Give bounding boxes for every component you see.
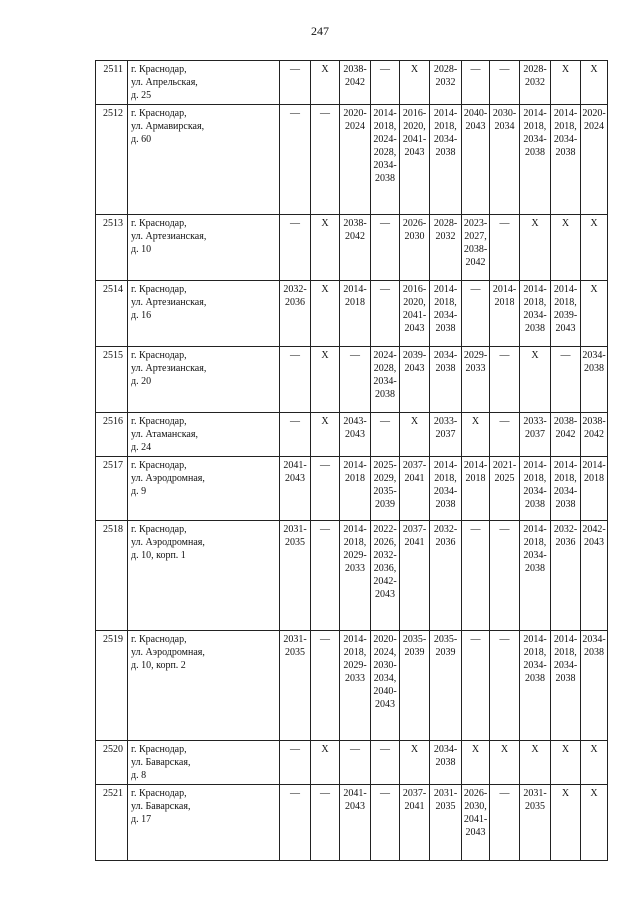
period-cell [520, 215, 551, 281]
address-cell: г. Краснодар, ул. Аэродромная, д. 10, корп. 1 [128, 521, 280, 631]
period-cell [400, 457, 430, 521]
period-cell [551, 785, 581, 861]
period-cell [311, 785, 340, 861]
period-value: 2028- 2032 [433, 218, 458, 242]
period-cell [311, 281, 340, 347]
page-number: 247 [311, 24, 329, 38]
period-value: — [470, 634, 481, 645]
period-cell [430, 521, 462, 631]
period-value: — [320, 524, 330, 535]
period-cell [581, 521, 608, 631]
schedule-table [95, 60, 608, 861]
period-value: Х [590, 218, 598, 229]
period-value: — [320, 108, 330, 119]
period-value: Х [531, 218, 539, 229]
period-value: — [380, 416, 390, 427]
period-cell [400, 61, 430, 105]
period-value: Х [410, 416, 419, 427]
table-row [96, 61, 608, 105]
address-cell: г. Краснодар, ул. Аэродромная, д. 10, корп. 2 [128, 631, 280, 741]
period-cell [340, 347, 371, 413]
period-value: — [320, 460, 330, 471]
row-number: 2513 [96, 215, 128, 281]
period-cell [400, 281, 430, 347]
period-cell [520, 61, 551, 105]
period-value: — [499, 634, 510, 645]
period-value: — [290, 744, 300, 755]
period-value: 2014- 2018 [343, 284, 367, 308]
period-value: 2037- 2041 [402, 788, 427, 812]
period-cell [551, 741, 581, 785]
period-cell [311, 105, 340, 215]
period-cell [462, 61, 490, 105]
period-cell [311, 457, 340, 521]
table-row [96, 631, 608, 741]
period-value: 2029- 2033 [463, 350, 488, 374]
address-cell: г. Краснодар, ул. Армавирская, д. 60 [128, 105, 280, 215]
period-value: Х [321, 744, 329, 755]
period-cell [551, 457, 581, 521]
period-value: 2014- 2018, 2034- 2038 [553, 634, 578, 684]
period-cell [340, 785, 371, 861]
period-value: Х [561, 218, 570, 229]
period-cell [280, 521, 311, 631]
row-number: 2521 [96, 785, 128, 861]
period-cell [311, 215, 340, 281]
period-cell [371, 61, 400, 105]
period-value: 2034- 2038 [582, 634, 606, 658]
period-value: 2043- 2043 [343, 416, 367, 440]
period-value: — [290, 108, 300, 119]
period-cell [462, 457, 490, 521]
period-cell [311, 413, 340, 457]
period-cell [430, 413, 462, 457]
period-value: 2038- 2042 [343, 218, 367, 242]
period-cell [311, 741, 340, 785]
period-value: 2014- 2018 [343, 460, 367, 484]
period-cell [462, 741, 490, 785]
period-value: 2034- 2038 [582, 350, 606, 374]
period-cell [520, 281, 551, 347]
period-cell [462, 215, 490, 281]
period-cell [551, 215, 581, 281]
period-value: 2034- 2038 [433, 350, 458, 374]
period-cell [490, 347, 520, 413]
period-value: Х [410, 744, 419, 755]
period-cell [311, 521, 340, 631]
period-value: 2014- 2018, 2034- 2038 [433, 460, 458, 510]
period-value: Х [410, 64, 419, 75]
period-value: 2033- 2037 [523, 416, 547, 440]
period-value: 2042- 2043 [582, 524, 606, 548]
period-value: 2014- 2018, 2034- 2038 [553, 460, 578, 510]
period-value: Х [590, 64, 598, 75]
table-row [96, 457, 608, 521]
period-cell [371, 457, 400, 521]
address-cell: г. Краснодар, ул. Артезианская, д. 20 [128, 347, 280, 413]
period-value: Х [321, 218, 329, 229]
period-cell [371, 413, 400, 457]
table-row [96, 741, 608, 785]
period-value: — [470, 284, 481, 295]
period-cell [430, 105, 462, 215]
period-cell [280, 61, 311, 105]
period-cell [371, 631, 400, 741]
period-value: 2031- 2035 [433, 788, 458, 812]
period-cell [280, 413, 311, 457]
row-number: 2515 [96, 347, 128, 413]
period-value: Х [531, 350, 539, 361]
period-value: — [470, 64, 481, 75]
period-cell [490, 521, 520, 631]
address-cell: г. Краснодар, ул. Апрельская, д. 25 [128, 61, 280, 105]
period-cell [490, 61, 520, 105]
period-value: 2039- 2043 [402, 350, 427, 374]
table-row [96, 105, 608, 215]
address-cell: г. Краснодар, ул. Артезианская, д. 10 [128, 215, 280, 281]
period-value: Х [471, 416, 480, 427]
row-number: 2514 [96, 281, 128, 347]
period-value: Х [561, 744, 570, 755]
period-value: — [560, 350, 571, 361]
table-row [96, 215, 608, 281]
table-row [96, 413, 608, 457]
period-cell [581, 741, 608, 785]
period-cell [400, 785, 430, 861]
period-value: — [380, 64, 390, 75]
period-cell [520, 741, 551, 785]
period-value: 2037- 2041 [402, 524, 427, 548]
period-value: Х [561, 64, 570, 75]
period-value: Х [531, 744, 539, 755]
period-cell [490, 105, 520, 215]
period-value: 2014- 2018, 2034- 2038 [523, 460, 547, 510]
period-cell [490, 281, 520, 347]
period-value: 2014- 2018 [492, 284, 517, 308]
period-value: 2016- 2020, 2041- 2043 [402, 284, 427, 334]
period-value: 2034- 2038 [433, 744, 458, 768]
period-cell [581, 457, 608, 521]
period-value: — [499, 64, 510, 75]
period-value: 2014- 2018, 2029- 2033 [343, 634, 367, 684]
period-value: Х [321, 416, 329, 427]
period-value: — [350, 350, 360, 361]
period-value: — [320, 788, 330, 799]
period-value: 2014- 2018 [582, 460, 606, 484]
period-value: 2023- 2027, 2038- 2042 [463, 218, 488, 268]
period-cell [430, 347, 462, 413]
period-cell [340, 215, 371, 281]
period-value: Х [471, 744, 480, 755]
period-value: — [290, 416, 300, 427]
period-cell [371, 741, 400, 785]
period-value: 2025- 2029, 2035- 2039 [373, 460, 397, 510]
period-cell [430, 61, 462, 105]
period-cell [400, 631, 430, 741]
period-value: — [499, 524, 510, 535]
period-cell [520, 347, 551, 413]
period-cell [462, 785, 490, 861]
period-cell [371, 281, 400, 347]
row-number: 2517 [96, 457, 128, 521]
period-value: 2014- 2018, 2034- 2038 [523, 634, 547, 684]
period-value: 2021- 2025 [492, 460, 517, 484]
period-cell [340, 741, 371, 785]
period-cell [462, 521, 490, 631]
period-cell [551, 413, 581, 457]
period-value: — [499, 788, 510, 799]
period-value: — [290, 788, 300, 799]
period-value: — [380, 788, 390, 799]
period-cell [430, 457, 462, 521]
period-cell [462, 347, 490, 413]
period-cell [311, 631, 340, 741]
period-cell [581, 105, 608, 215]
period-cell [462, 281, 490, 347]
period-cell [371, 521, 400, 631]
period-cell [551, 521, 581, 631]
period-cell [280, 457, 311, 521]
period-cell [430, 785, 462, 861]
period-value: 2031- 2035 [283, 524, 307, 548]
period-value: 2026- 2030, 2041- 2043 [463, 788, 488, 838]
period-value: 2035- 2039 [402, 634, 427, 658]
period-cell [520, 105, 551, 215]
period-value: — [380, 744, 390, 755]
period-value: 2014- 2018, 2024- 2028, 2034- 2038 [373, 108, 397, 184]
period-cell [371, 105, 400, 215]
period-value: 2031- 2035 [523, 788, 547, 812]
period-cell [520, 631, 551, 741]
period-value: 2014- 2018, 2039- 2043 [553, 284, 578, 334]
period-value: — [380, 218, 390, 229]
period-value: 2014- 2018, 2029- 2033 [343, 524, 367, 574]
period-cell [400, 215, 430, 281]
period-cell [462, 631, 490, 741]
period-cell [280, 281, 311, 347]
period-value: 2033- 2037 [433, 416, 458, 440]
row-number: 2518 [96, 521, 128, 631]
period-value: Х [561, 788, 570, 799]
period-value: 2014- 2018, 2034- 2038 [523, 108, 547, 158]
period-value: Х [590, 788, 598, 799]
period-cell [490, 457, 520, 521]
period-value: — [499, 350, 510, 361]
period-cell [581, 785, 608, 861]
address-cell: г. Краснодар, ул. Артезианская, д. 16 [128, 281, 280, 347]
period-cell [490, 785, 520, 861]
period-cell [400, 741, 430, 785]
period-value: 2040- 2043 [463, 108, 488, 132]
period-value: — [380, 284, 390, 295]
period-cell [340, 413, 371, 457]
period-cell [430, 215, 462, 281]
period-cell [311, 347, 340, 413]
period-value: 2038- 2042 [553, 416, 578, 440]
period-value: 2035- 2039 [433, 634, 458, 658]
period-cell [340, 521, 371, 631]
address-cell: г. Краснодар, ул. Атаманская, д. 24 [128, 413, 280, 457]
period-cell [551, 281, 581, 347]
period-cell [520, 785, 551, 861]
period-cell [462, 413, 490, 457]
period-cell [490, 413, 520, 457]
period-cell [400, 347, 430, 413]
period-cell [280, 785, 311, 861]
period-value: — [290, 64, 300, 75]
period-value: 2020- 2024 [343, 108, 367, 132]
period-cell [371, 347, 400, 413]
period-cell [430, 281, 462, 347]
period-cell [430, 631, 462, 741]
period-value: 2014- 2018 [463, 460, 488, 484]
period-cell [551, 347, 581, 413]
period-cell [311, 61, 340, 105]
period-value: — [470, 524, 481, 535]
period-value: 2031- 2035 [283, 634, 307, 658]
period-cell [520, 457, 551, 521]
period-value: Х [500, 744, 509, 755]
period-cell [371, 215, 400, 281]
period-value: Х [321, 350, 329, 361]
period-cell [581, 215, 608, 281]
period-cell [340, 281, 371, 347]
period-value: 2038- 2042 [582, 416, 606, 440]
table-row [96, 347, 608, 413]
period-value: 2014- 2018, 2034- 2038 [553, 108, 578, 158]
period-value: 2028- 2032 [433, 64, 458, 88]
period-value: 2037- 2041 [402, 460, 427, 484]
row-number: 2511 [96, 61, 128, 105]
period-cell [551, 61, 581, 105]
period-cell [280, 631, 311, 741]
period-value: — [499, 416, 510, 427]
period-value: 2024- 2028, 2034- 2038 [373, 350, 397, 400]
period-cell [581, 61, 608, 105]
table-row [96, 281, 608, 347]
period-cell [490, 215, 520, 281]
period-cell [581, 347, 608, 413]
period-value: 2014- 2018, 2034- 2038 [523, 284, 547, 334]
address-cell: г. Краснодар, ул. Баварская, д. 17 [128, 785, 280, 861]
period-value: Х [590, 744, 598, 755]
period-cell [581, 281, 608, 347]
period-value: — [290, 350, 300, 361]
period-cell [490, 631, 520, 741]
period-value: Х [321, 284, 329, 295]
period-value: 2014- 2018, 2034- 2038 [433, 108, 458, 158]
period-value: 2028- 2032 [523, 64, 547, 88]
row-number: 2512 [96, 105, 128, 215]
period-value: Х [321, 64, 329, 75]
period-cell [581, 413, 608, 457]
period-value: 2020- 2024, 2030- 2034, 2040- 2043 [373, 634, 397, 710]
period-cell [280, 105, 311, 215]
period-cell [280, 741, 311, 785]
period-value: 2020- 2024 [582, 108, 606, 132]
period-cell [520, 413, 551, 457]
period-cell [400, 521, 430, 631]
row-number: 2519 [96, 631, 128, 741]
period-value: 2022- 2026, 2032- 2036, 2042- 2043 [373, 524, 397, 600]
period-cell [340, 105, 371, 215]
period-cell [581, 631, 608, 741]
period-value: 2014- 2018, 2034- 2038 [433, 284, 458, 334]
period-value: Х [590, 284, 598, 295]
period-value: — [499, 218, 510, 229]
period-value: 2032- 2036 [283, 284, 307, 308]
period-value: — [320, 634, 330, 645]
period-value: 2014- 2018, 2034- 2038 [523, 524, 547, 574]
period-value: 2016- 2020, 2041- 2043 [402, 108, 427, 158]
period-cell [430, 741, 462, 785]
period-cell [400, 105, 430, 215]
period-cell [551, 631, 581, 741]
period-cell [462, 105, 490, 215]
period-cell [340, 631, 371, 741]
period-cell [340, 61, 371, 105]
period-cell [340, 457, 371, 521]
period-value: 2041- 2043 [283, 460, 307, 484]
period-cell [520, 521, 551, 631]
period-value: 2030- 2034 [492, 108, 517, 132]
period-cell [371, 785, 400, 861]
period-value: 2026- 2030 [402, 218, 427, 242]
period-cell [551, 105, 581, 215]
period-value: 2038- 2042 [343, 64, 367, 88]
period-cell [280, 215, 311, 281]
address-cell: г. Краснодар, ул. Аэродромная, д. 9 [128, 457, 280, 521]
period-value: 2041- 2043 [343, 788, 367, 812]
period-cell [400, 413, 430, 457]
row-number: 2520 [96, 741, 128, 785]
period-value: 2032- 2036 [433, 524, 458, 548]
table-row [96, 785, 608, 861]
period-value: 2032- 2036 [553, 524, 578, 548]
period-value: — [290, 218, 300, 229]
period-cell [280, 347, 311, 413]
table-row [96, 521, 608, 631]
period-cell [490, 741, 520, 785]
row-number: 2516 [96, 413, 128, 457]
address-cell: г. Краснодар, ул. Баварская, д. 8 [128, 741, 280, 785]
period-value: — [350, 744, 360, 755]
